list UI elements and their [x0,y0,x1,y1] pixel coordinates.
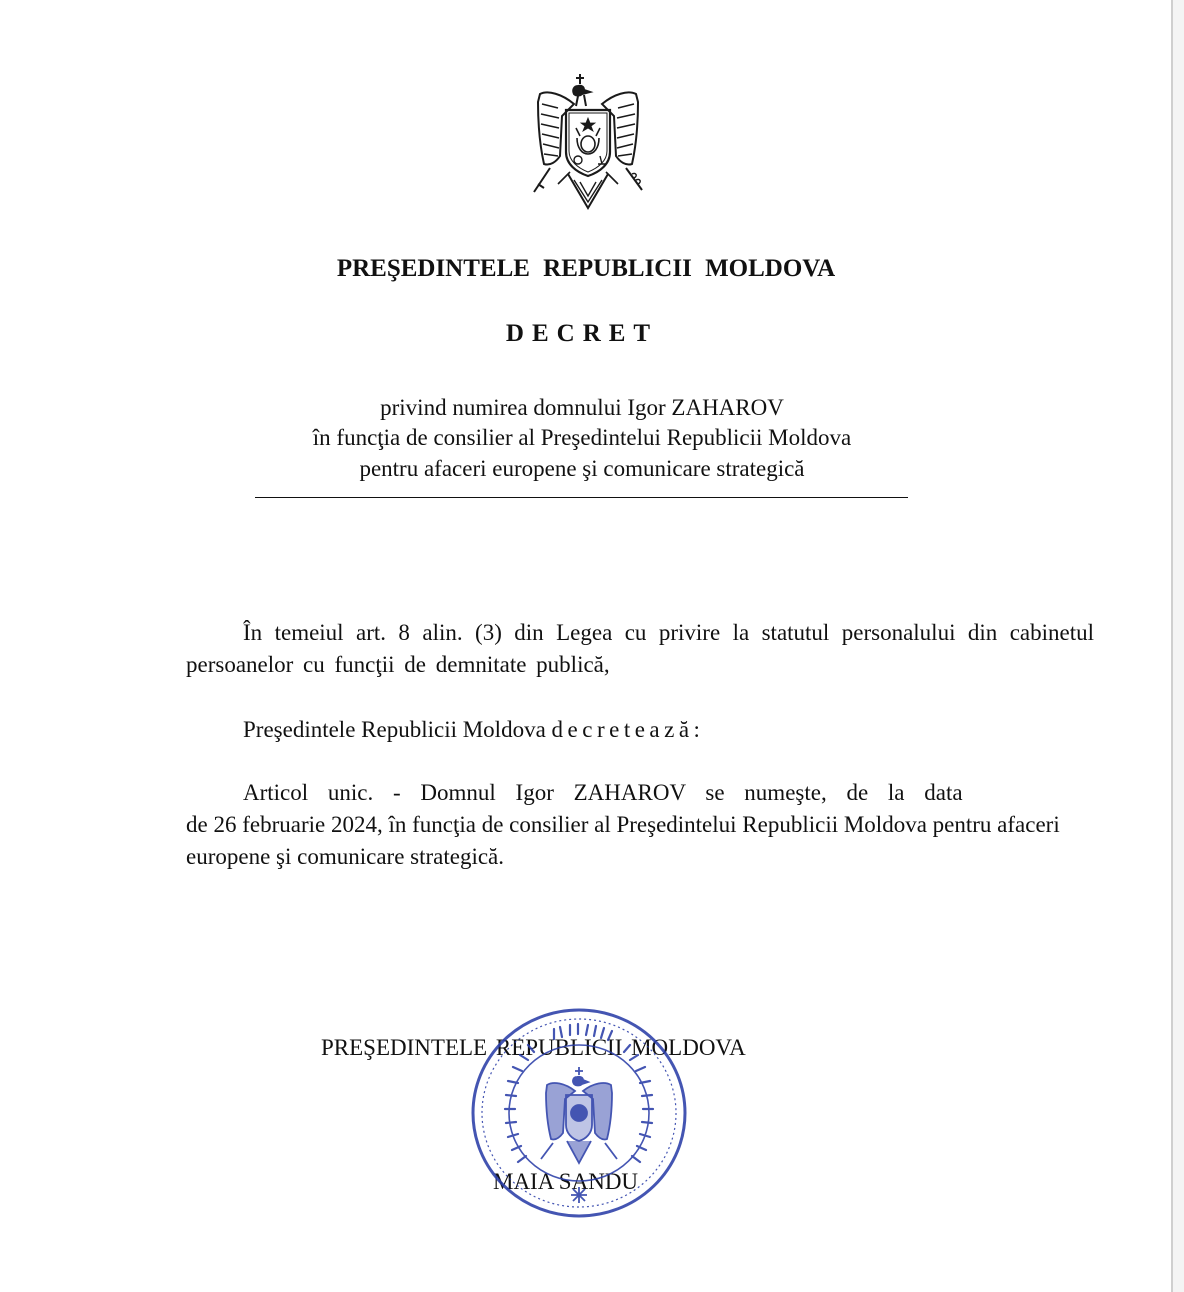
signatory-title: PREŞEDINTELE REPUBLICII MOLDOVA [321,1035,746,1060]
signatory-name: MAIA SANDU [493,1169,639,1194]
article-continuation: de 26 februarie 2024, în funcţia de consilier al Preşedintelui Republicii Moldova pentru afaceri europene şi comunicare strategică. [186,812,1060,869]
title-underline-divider [255,497,908,498]
article-first-line: Articol unic. - Domnul Igor ZAHAROV se numeşte, de la data [243,780,963,805]
decrees-suffix: : [693,717,700,742]
decrees-word: decretează [551,717,694,742]
document-type-heading: DECRET [505,320,659,347]
decree-title-line: în funcţia de consilier al Preşedintelui Republicii Moldova [312,425,852,450]
coat-of-arms-icon [528,68,648,216]
decree-title-line: pentru afaceri europene şi comunicare strategică [359,456,805,481]
legal-basis-paragraph: În temeiul art. 8 alin. (3) din Legea cu privire la statutul personalului din cabinetul persoanelor cu funcţii de demnitate publică, [186,620,1094,677]
decree-title-line: privind numirea domnului Igor ZAHAROV [380,395,784,420]
decrees-paragraph [186,714,1094,746]
decrees-prefix: Preşedintele Republicii Moldova [243,717,552,742]
viewer-gutter [1173,0,1184,1292]
article-paragraph [186,777,1094,873]
issuer-heading: PREŞEDINTELE REPUBLICII MOLDOVA [336,255,836,282]
official-stamp-seal [470,1007,688,1219]
